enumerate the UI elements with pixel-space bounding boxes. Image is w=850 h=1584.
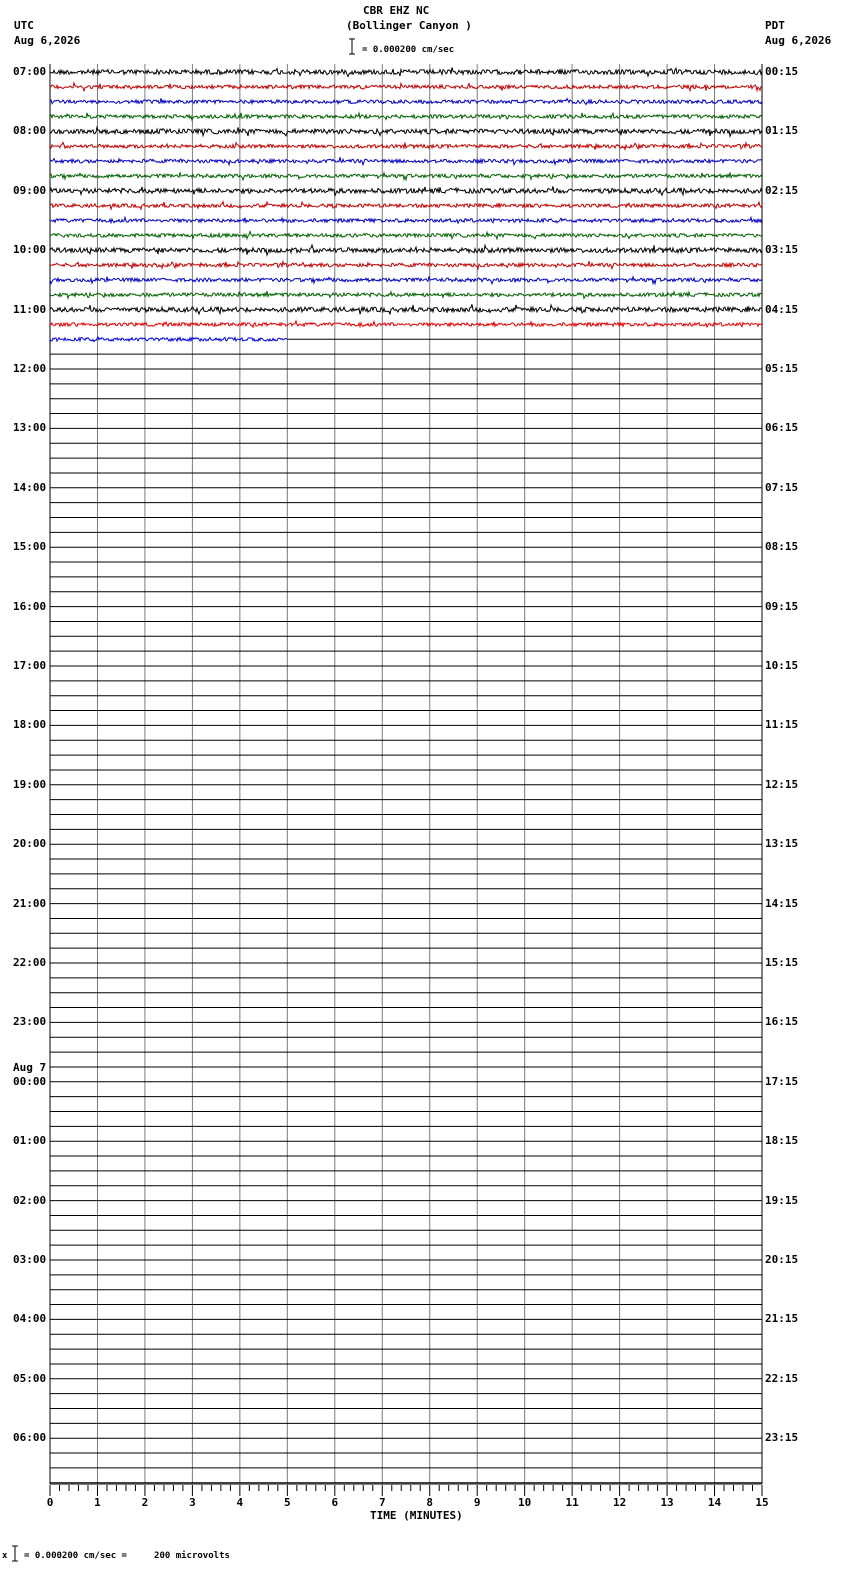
left-hour-label: 08:00 (13, 124, 47, 138)
footer-scale-bar-icon (10, 1545, 20, 1563)
right-hour-label: 15:15 (765, 956, 799, 969)
x-tick-label: 6 (331, 1496, 339, 1509)
right-hour-label: 03:15 (765, 243, 799, 257)
left-hour-label: 10:00 (13, 243, 47, 257)
left-hour-label: 05:00 (13, 1371, 47, 1385)
x-axis-title: TIME (MINUTES) (370, 1509, 463, 1522)
seismic-trace (50, 337, 287, 342)
seismic-trace (50, 127, 762, 136)
station-location: (Bollinger Canyon ) (346, 19, 472, 32)
right-hour-label: 20:15 (765, 1253, 799, 1266)
x-tick-label: 7 (378, 1496, 386, 1509)
right-hour-label: 16:15 (765, 1015, 799, 1029)
right-hour-label: 04:15 (765, 302, 799, 316)
x-tick-label: 8 (426, 1496, 434, 1509)
seismic-trace (50, 261, 762, 269)
seismic-trace (50, 186, 762, 195)
right-hour-label: 08:15 (765, 540, 799, 554)
left-hour-label: 23:00 (13, 1015, 47, 1029)
left-hour-label: 16:00 (13, 599, 47, 613)
right-hour-label: 21:15 (765, 1312, 799, 1326)
right-hour-label: 07:15 (765, 480, 799, 494)
x-tick-label: 1 (94, 1496, 101, 1509)
seismic-trace (50, 113, 762, 120)
right-hour-label: 17:15 (765, 1074, 799, 1088)
x-tick-label: 11 (565, 1496, 579, 1509)
left-hour-label: 01:00 (13, 1134, 47, 1148)
footer-scale-note: = 0.000200 cm/sec = 200 microvolts (24, 1551, 230, 1561)
scale-text: = 0.000200 cm/sec (362, 45, 455, 55)
right-hour-label: 14:15 (765, 896, 799, 910)
right-hour-label: 00:15 (765, 65, 799, 78)
seismic-trace (50, 142, 762, 149)
left-hour-label: 07:00 (13, 65, 47, 78)
right-hour-label: 09:15 (765, 599, 799, 613)
seismic-trace (50, 232, 762, 239)
left-hour-label: 02:00 (13, 1193, 47, 1207)
station-title: CBR EHZ NC (363, 4, 430, 17)
right-hour-label: 10:15 (765, 659, 799, 672)
right-hour-label: 11:15 (765, 718, 799, 732)
right-hour-label: 01:15 (765, 124, 799, 138)
x-tick-label: 9 (473, 1496, 481, 1509)
seismic-trace (50, 276, 762, 284)
x-tick-label: 14 (707, 1496, 722, 1509)
x-tick-label: 0 (46, 1496, 54, 1509)
left-timezone: UTC (14, 19, 34, 32)
left-date: Aug 6,2026 (14, 34, 81, 47)
left-hour-label: 04:00 (13, 1312, 47, 1326)
seismic-trace (50, 68, 762, 77)
seismic-trace (50, 202, 762, 210)
seismic-trace (50, 245, 762, 255)
left-day-change-label: Aug 7 (13, 1060, 47, 1074)
x-tick-label: 10 (518, 1496, 532, 1509)
right-hour-label: 12:15 (765, 777, 799, 791)
left-hour-label: 12:00 (13, 362, 47, 375)
right-hour-label: 13:15 (765, 837, 799, 851)
traces (50, 68, 762, 342)
right-timezone: PDT (765, 19, 785, 32)
left-hour-label: 18:00 (13, 718, 47, 732)
seismic-trace (50, 98, 762, 104)
footer-mark: x (2, 1551, 8, 1561)
x-tick-label: 3 (189, 1496, 196, 1509)
left-hour-label: 21:00 (13, 896, 47, 910)
right-hour-label: 18:15 (765, 1134, 799, 1148)
left-hour-label: 00:00 (13, 1074, 47, 1088)
right-hour-label: 19:15 (765, 1193, 799, 1207)
x-tick-label: 4 (236, 1496, 244, 1509)
left-hour-label: 09:00 (13, 183, 47, 197)
right-hour-label: 05:15 (765, 362, 799, 375)
x-tick-label: 15 (755, 1496, 769, 1509)
left-hour-label: 13:00 (13, 421, 47, 435)
left-hour-label: 14:00 (13, 480, 47, 494)
seismic-trace (50, 172, 762, 180)
time-axis (47, 1484, 769, 1509)
left-hour-label: 11:00 (13, 302, 47, 316)
x-tick-label: 2 (141, 1496, 149, 1509)
seismic-trace (50, 83, 762, 91)
seismic-trace (50, 291, 762, 298)
left-hour-label: 19:00 (13, 777, 47, 791)
left-hour-label: 06:00 (13, 1431, 47, 1445)
x-tick-label: 13 (660, 1496, 674, 1509)
seismic-trace (50, 217, 762, 223)
right-hour-label: 06:15 (765, 421, 799, 435)
seismic-trace (50, 304, 762, 314)
left-hour-label: 22:00 (13, 956, 47, 969)
left-hour-label: 20:00 (13, 837, 47, 851)
x-tick-label: 12 (612, 1496, 627, 1509)
left-hour-label: 15:00 (13, 540, 47, 554)
left-hour-label: 03:00 (13, 1253, 47, 1266)
grid (50, 64, 762, 1484)
right-hour-label: 02:15 (765, 183, 799, 197)
right-hour-label: 23:15 (765, 1431, 799, 1445)
right-hour-label: 22:15 (765, 1371, 799, 1385)
left-hour-label: 17:00 (13, 659, 47, 672)
seismic-trace (50, 321, 762, 327)
right-date: Aug 6,2026 (765, 34, 832, 47)
seismic-trace (50, 157, 762, 165)
x-tick-label: 5 (284, 1496, 291, 1509)
